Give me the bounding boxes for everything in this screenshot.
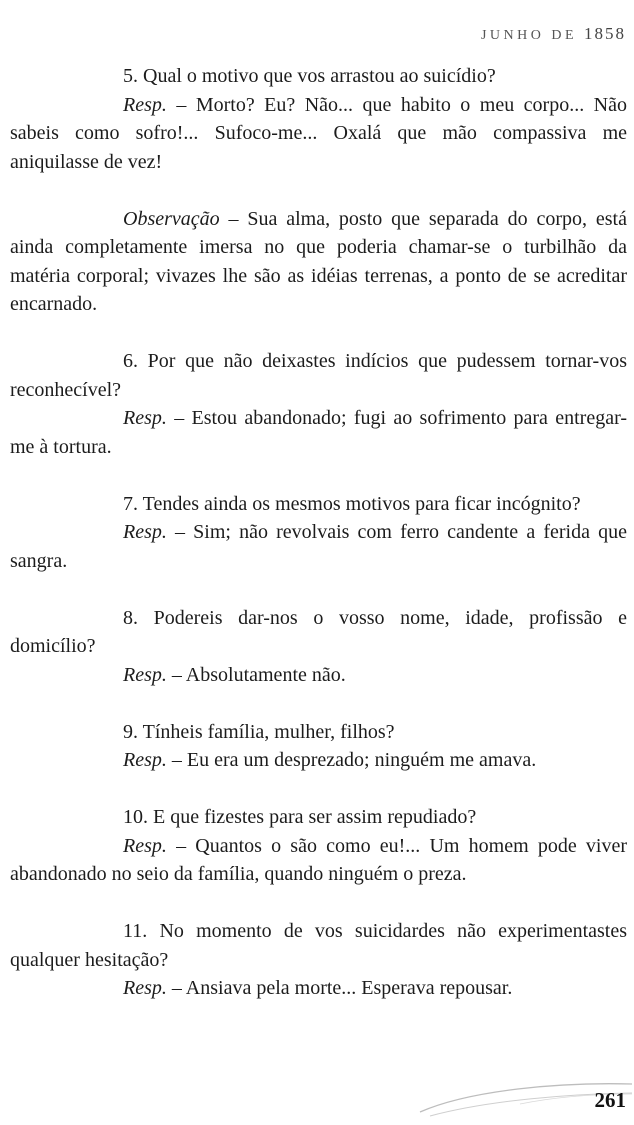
answer-9 xyxy=(10,746,627,775)
question-9: 9. Tínheis família, mulher, filhos? xyxy=(123,720,395,743)
header-month: JUNHO DE xyxy=(480,28,577,43)
answer-5 xyxy=(10,91,627,177)
running-header xyxy=(481,24,626,44)
answer-text: – Ansiava pela morte... Esperava repousar. xyxy=(166,977,513,999)
answer-7 xyxy=(10,518,627,575)
answer-label: Resp. xyxy=(123,977,167,999)
question-10: 10. E que fizestes para ser assim repudiado? xyxy=(123,806,477,828)
answer-label: Resp. xyxy=(123,749,167,771)
page-number: 261 xyxy=(594,1088,626,1112)
question-8: 8. Podereis dar-nos o vosso nome, idade, profissão e domicílio? xyxy=(10,606,627,657)
answer-label: Resp. xyxy=(123,521,167,543)
answer-text: – Morto? Eu? Não... que habito o meu corpo... Não sabeis como sofro!... Sufoco-me... Oxalá que mão compassiva me aniquilasse de vez! xyxy=(10,93,627,173)
answer-8 xyxy=(10,661,627,690)
answer-text: – Estou abandonado; fugi ao sofrimento para entregar-me à tortura. xyxy=(10,407,627,458)
answer-text: – Quantos o são como eu!... Um homem pode viver abandonado no seio da família, quando ninguém o preza. xyxy=(10,834,627,885)
answer-10 xyxy=(10,832,627,889)
answer-text: – Sim; não revolvais com ferro candente a ferida que sangra. xyxy=(10,521,627,572)
answer-6 xyxy=(10,404,627,461)
answer-text: – Eu era um desprezado; ninguém me amava. xyxy=(166,749,537,771)
observation-paragraph xyxy=(10,205,627,319)
observation-text: – Sua alma, posto que separada do corpo, está ainda completamente imersa no que poderia chamar-se o turbilhão da matéria corporal; vivazes lhe são as idéias terrenas, a ponto de se acreditar encarnado. xyxy=(10,207,627,315)
answer-label: Resp. xyxy=(123,834,167,857)
question-6: 6. Por que não deixastes indícios que pudessem tornar-vos reconhecível? xyxy=(10,350,627,401)
question-11: 11. No momento de vos suicidardes não experimentastes qualquer hesitação? xyxy=(10,920,627,971)
question-7: 7. Tendes ainda os mesmos motivos para ficar incógnito? xyxy=(123,492,581,515)
answer-label: Resp. xyxy=(123,93,167,116)
swoosh-ornament xyxy=(0,1060,634,1120)
answer-text: – Absolutamente não. xyxy=(166,663,346,686)
page-body xyxy=(10,62,627,1003)
answer-label: Resp. xyxy=(123,407,167,429)
footer-ornament xyxy=(0,1060,634,1120)
question-5: 5. Qual o motivo que vos arrastou ao suicídio? xyxy=(123,65,496,87)
header-year: 1858 xyxy=(584,24,626,43)
answer-label: Resp. xyxy=(123,663,167,686)
answer-11 xyxy=(10,974,627,1003)
observation-label: Observação xyxy=(123,207,220,230)
